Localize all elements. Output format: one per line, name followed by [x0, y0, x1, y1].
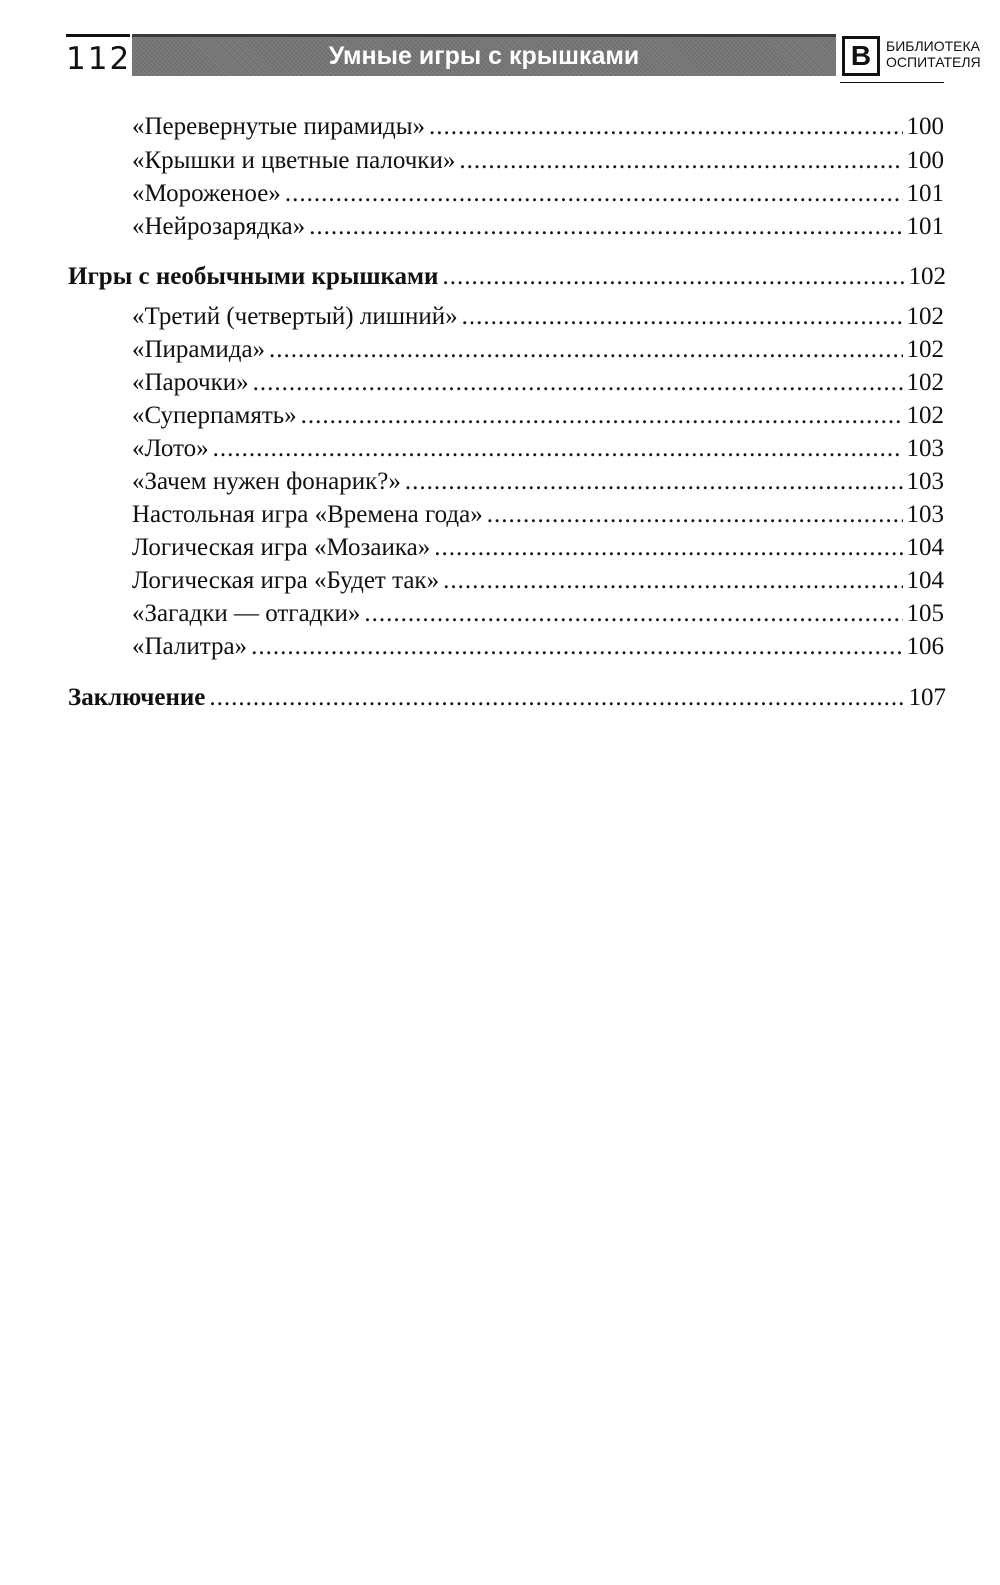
toc-entry-label: «Парочки» [132, 369, 249, 396]
toc-entry [132, 333, 944, 366]
toc-dot-leader [309, 210, 902, 243]
toc-entry-page: 104 [906, 534, 944, 561]
toc-entry-label: «Мороженое» [132, 180, 281, 207]
toc-entry-page: 100 [906, 147, 944, 174]
toc-entry-label: «Палитра» [132, 633, 248, 660]
toc-entry-label: Логическая игра «Будет так» [132, 567, 440, 594]
toc-entry-page: 101 [906, 213, 944, 240]
toc-entry-page: 102 [906, 303, 944, 330]
toc-entry-label: «Лото» [132, 435, 209, 462]
toc-entry [132, 144, 944, 177]
toc-entry-page: 103 [906, 435, 944, 462]
toc-entry [132, 300, 944, 333]
toc-entry-page: 103 [906, 501, 944, 528]
toc-dot-leader [487, 498, 903, 531]
toc-section-entry [68, 681, 946, 714]
toc-entry-page: 102 [906, 402, 944, 429]
toc-dot-leader [285, 177, 903, 210]
series-logo [840, 34, 981, 86]
toc-entry-label: Логическая игра «Мозаика» [132, 534, 431, 561]
toc-dot-leader [301, 399, 903, 432]
toc-entry [132, 210, 944, 243]
toc-entry-label: «Нейрозарядка» [132, 213, 306, 240]
series-logo-line2: ОСПИТАТЕЛЯ [886, 54, 981, 70]
toc-dot-leader [213, 432, 903, 465]
toc-section-entry [68, 260, 946, 293]
toc-entry-label: «Третий (четвертый) лишний» [132, 303, 458, 330]
toc-entry [132, 399, 944, 432]
toc-entry-page: 100 [906, 113, 944, 140]
toc-entry [132, 366, 944, 399]
toc-entry [132, 177, 944, 210]
toc-entry-page: 101 [906, 180, 944, 207]
toc-dot-leader [442, 260, 904, 293]
toc-entry [132, 498, 944, 531]
toc-entry-page: 102 [906, 336, 944, 363]
toc-dot-leader [269, 333, 902, 366]
toc-entry-page: 102 [906, 369, 944, 396]
series-logo-letter: В [842, 36, 880, 76]
toc-entry [132, 432, 944, 465]
toc-entry-page: 106 [906, 633, 944, 660]
toc-entry-page: 102 [908, 263, 946, 290]
series-logo-rule [840, 82, 944, 83]
toc-dot-leader [209, 681, 904, 714]
toc-dot-leader [251, 630, 902, 663]
toc-entry-label: «Зачем нужен фонарик?» [132, 468, 401, 495]
toc-entry-label: «Суперпамять» [132, 402, 297, 429]
toc-dot-leader [364, 597, 902, 630]
toc-dot-leader [434, 531, 902, 564]
toc-entry-label: «Пирамида» [132, 336, 266, 363]
book-title: Умные игры с крышками [328, 42, 640, 70]
toc-dot-leader [405, 465, 903, 498]
page-number: 112 [66, 34, 130, 80]
toc-entry-page: 105 [906, 600, 944, 627]
toc-dot-leader [253, 366, 903, 399]
toc-entry [132, 531, 944, 564]
toc-entry [132, 630, 944, 663]
running-header [66, 34, 981, 86]
toc-dot-leader [462, 300, 903, 333]
toc-section-label: Заключение [68, 684, 206, 711]
toc-entry-label: «Загадки — отгадки» [132, 600, 361, 627]
toc-section-label: Игры с необычными крышками [68, 263, 439, 290]
toc-entry [132, 564, 944, 597]
toc-entry [132, 110, 944, 143]
header-title-band [132, 34, 836, 76]
toc-dot-leader [443, 564, 902, 597]
toc-entry-page: 104 [906, 567, 944, 594]
toc-entry-label: «Перевернутые пирамиды» [132, 113, 426, 140]
toc-entry [132, 597, 944, 630]
toc-dot-leader [429, 110, 902, 143]
toc-entry [132, 465, 944, 498]
toc-entry-label: Настольная игра «Времена года» [132, 501, 483, 528]
toc-dot-leader [459, 144, 902, 177]
toc-entry-page: 103 [906, 468, 944, 495]
toc-entry-label: «Крышки и цветные палочки» [132, 147, 456, 174]
series-logo-line1: БИБЛИОТЕКА [886, 38, 980, 54]
toc-entry-page: 107 [908, 684, 946, 711]
